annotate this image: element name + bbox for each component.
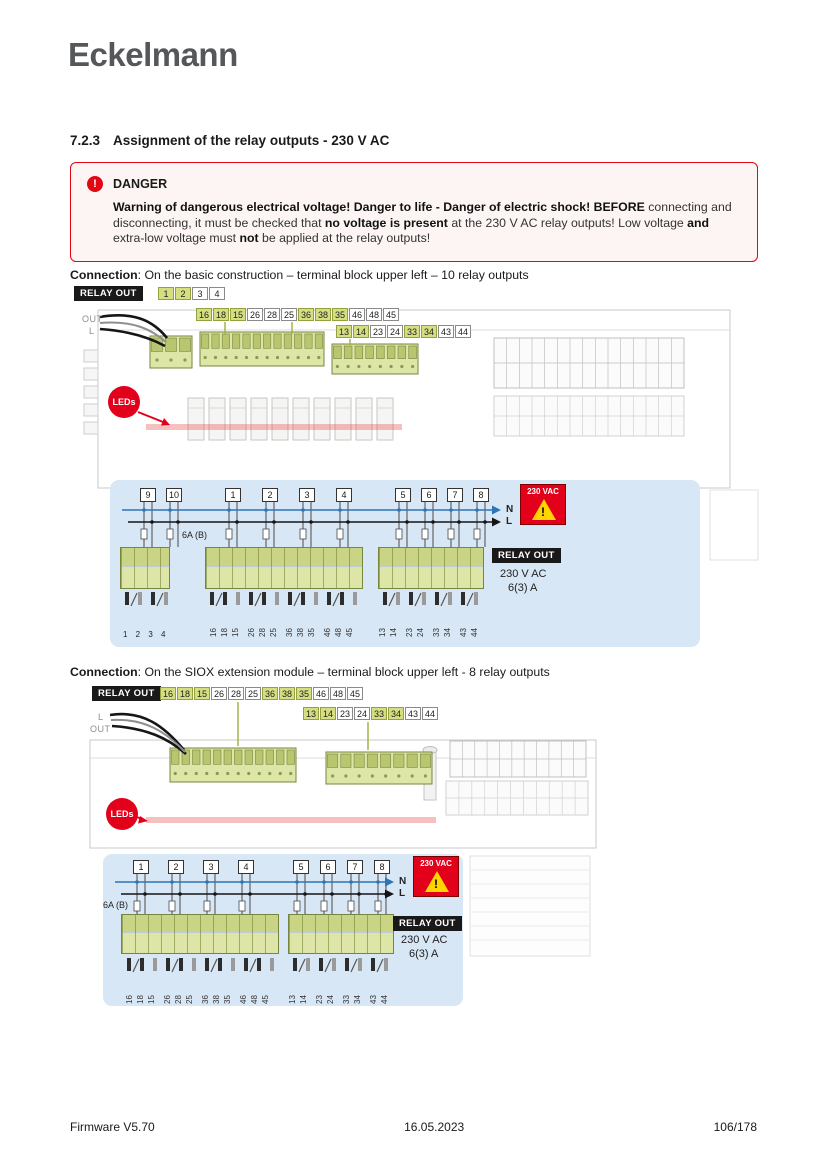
relay-output-number: 10	[166, 488, 182, 502]
terminal-number: 34	[421, 325, 437, 338]
neutral-label: N	[506, 504, 514, 515]
terminal-number: 23	[337, 707, 353, 720]
leds-badge: LEDs	[108, 386, 140, 418]
section-number: 7.2.3	[70, 133, 101, 148]
terminal-number: 26	[211, 687, 227, 700]
relay-output-number: 1	[133, 860, 149, 874]
footer-date: 16.05.2023	[404, 1120, 465, 1134]
relay-output-number: 8	[374, 860, 390, 874]
terminal-number: 46	[323, 628, 332, 637]
terminal-number: 43	[459, 628, 468, 637]
terminal-number: 28	[264, 308, 280, 321]
terminal-number: 14	[353, 325, 369, 338]
terminal-number: 23	[405, 628, 414, 637]
relay-channel-row	[158, 287, 226, 300]
terminal-number: 18	[177, 687, 193, 700]
terminal-number: 25	[185, 995, 194, 1004]
relay-output-number: 2	[262, 488, 278, 502]
terminal-number: 38	[315, 308, 331, 321]
relay-output-number: 6	[421, 488, 437, 502]
relay-output-number: 3	[203, 860, 219, 874]
bottom-terminal-numbers	[209, 611, 355, 637]
terminal-number: 34	[388, 707, 404, 720]
terminal-block-5-8	[288, 914, 394, 954]
terminal-number: 34	[353, 995, 362, 1004]
terminal-row-1	[196, 308, 400, 321]
leds-badge: LEDs	[106, 798, 138, 830]
terminal-number: 15	[230, 308, 246, 321]
terminal-number: 43	[438, 325, 454, 338]
relay-output-number: 7	[447, 488, 463, 502]
terminal-number: 25	[281, 308, 297, 321]
terminal-number: 43	[405, 707, 421, 720]
terminal-number: 13	[288, 995, 297, 1004]
terminal-number: 45	[261, 995, 270, 1004]
eckelmann-logo: Eckelmann	[68, 36, 238, 73]
relay-output-number: 3	[299, 488, 315, 502]
warning-exclamation: !	[541, 505, 545, 519]
terminal-number: 15	[231, 628, 240, 637]
terminal-number: 28	[228, 687, 244, 700]
warning-triangle-icon	[532, 499, 556, 520]
bottom-terminal-numbers	[378, 611, 480, 637]
output-group-1-4	[225, 488, 352, 502]
terminal-number: 44	[422, 707, 438, 720]
terminal-number: 36	[201, 995, 210, 1004]
terminal-number: 38	[296, 628, 305, 637]
terminal-row-2	[336, 325, 472, 338]
terminal-number: 35	[307, 628, 316, 637]
section-title: Assignment of the relay outputs - 230 V AC	[113, 133, 390, 148]
warning-label: 230 VAC	[527, 487, 559, 496]
terminal-number: 35	[223, 995, 232, 1004]
current-label: 6(3) A	[409, 948, 439, 960]
terminal-number: 16	[160, 687, 176, 700]
terminal-number: 3	[192, 287, 208, 300]
relay-output-number: 5	[395, 488, 411, 502]
terminal-number: 45	[383, 308, 399, 321]
terminal-number: 1	[158, 287, 174, 300]
terminal-number: 16	[209, 628, 218, 637]
terminal-number: 35	[296, 687, 312, 700]
wiring-panel	[110, 480, 700, 647]
terminal-number: 25	[269, 628, 278, 637]
relay-output-number: 8	[473, 488, 489, 502]
wiring-panel	[103, 854, 463, 1006]
terminal-number: 35	[332, 308, 348, 321]
terminal-number: 13	[336, 325, 352, 338]
terminal-block-9-10	[120, 547, 170, 589]
terminal-number: 28	[258, 628, 267, 637]
terminal-number: 25	[245, 687, 261, 700]
terminal-number: 36	[262, 687, 278, 700]
relay-out-tag: RELAY OUT	[393, 916, 462, 931]
terminal-row-2	[303, 707, 439, 720]
voltage-label: 230 V AC	[500, 568, 547, 580]
terminal-number: 33	[404, 325, 420, 338]
terminal-block-1-4	[205, 547, 363, 589]
terminal-number: 24	[354, 707, 370, 720]
danger-header	[87, 176, 167, 192]
page-footer	[70, 1120, 757, 1134]
out-wire-label: OUT	[82, 314, 103, 324]
relay-output-number: 6	[320, 860, 336, 874]
terminal-number: 48	[334, 628, 343, 637]
out-wire-label: OUT	[90, 724, 111, 734]
terminal-number: 26	[163, 995, 172, 1004]
bottom-terminal-numbers	[125, 978, 271, 1004]
terminal-number: 15	[194, 687, 210, 700]
terminal-number: 44	[470, 628, 479, 637]
footer-page-number: 106/178	[713, 1120, 757, 1134]
terminal-number: 16	[196, 308, 212, 321]
terminal-number: 24	[326, 995, 335, 1004]
warning-label: 230 VAC	[420, 859, 452, 868]
footer-firmware: Firmware V5.70	[70, 1120, 155, 1134]
danger-text: Warning of dangerous electrical voltage! Danger to life - Danger of electric shock! BEFORE connecting and disconnecting, it must be checked that no voltage is present at the 230 V AC relay outputs! Low voltage and extra-low voltage must not be applied at the relay outputs!	[113, 200, 732, 245]
terminal-number: 13	[303, 707, 319, 720]
diagram-siox-extension	[88, 684, 708, 1014]
terminal-number: 23	[315, 995, 324, 1004]
output-group-5-8	[293, 860, 390, 874]
warning-230vac	[413, 856, 459, 897]
l-wire-label: L	[89, 326, 95, 336]
line-label: L	[506, 516, 513, 527]
terminal-block-1-4	[121, 914, 279, 954]
terminal-number: 15	[147, 995, 156, 1004]
terminal-number: 14	[389, 628, 398, 637]
terminal-number: 46	[349, 308, 365, 321]
connection-line-basic: Connection: On the basic construction – terminal block upper left – 10 relay outputs	[70, 268, 529, 282]
terminal-number: 46	[313, 687, 329, 700]
line-label: L	[399, 888, 406, 899]
danger-warning-icon: !	[87, 176, 103, 192]
terminal-number: 36	[298, 308, 314, 321]
output-group-1-4	[133, 860, 254, 874]
warning-exclamation: !	[434, 877, 438, 891]
relay-output-number: 9	[140, 488, 156, 502]
terminal-number: 28	[174, 995, 183, 1004]
output-group-5-8	[395, 488, 489, 502]
output-group-9-10	[140, 488, 182, 502]
terminal-number: 43	[369, 995, 378, 1004]
terminal-number: 13	[378, 628, 387, 637]
warning-triangle-icon	[425, 871, 449, 892]
terminal-number: 38	[212, 995, 221, 1004]
terminal-block-5-8	[378, 547, 484, 589]
connection-line-siox: Connection: On the SIOX extension module – terminal block upper left - 8 relay outputs	[70, 665, 550, 679]
relay-out-tag: RELAY OUT	[74, 286, 143, 301]
relay-out-tag: RELAY OUT	[92, 686, 161, 701]
terminal-number: 24	[416, 628, 425, 637]
bottom-terminal-numbers	[288, 978, 390, 1004]
terminal-numbers-1-4: 1 2 3 4	[123, 630, 166, 639]
terminal-number: 18	[220, 628, 229, 637]
terminal-number: 38	[279, 687, 295, 700]
l-wire-label: L	[98, 712, 104, 722]
terminal-number: 18	[136, 995, 145, 1004]
terminal-number: 33	[371, 707, 387, 720]
terminal-number: 23	[370, 325, 386, 338]
terminal-number: 48	[250, 995, 259, 1004]
warning-230vac	[520, 484, 566, 525]
relay-output-number: 5	[293, 860, 309, 874]
terminal-number: 33	[342, 995, 351, 1004]
relay-output-number: 4	[238, 860, 254, 874]
terminal-number: 44	[380, 995, 389, 1004]
terminal-number: 18	[213, 308, 229, 321]
diagram-basic-construction	[70, 284, 770, 656]
neutral-label: N	[399, 876, 407, 887]
relay-out-tag: RELAY OUT	[492, 548, 561, 563]
terminal-number: 48	[330, 687, 346, 700]
terminal-number: 26	[247, 628, 256, 637]
danger-title: DANGER	[113, 177, 168, 191]
terminal-number: 48	[366, 308, 382, 321]
section-heading	[70, 133, 389, 148]
relay-output-number: 2	[168, 860, 184, 874]
terminal-number: 24	[387, 325, 403, 338]
terminal-number: 2	[175, 287, 191, 300]
terminal-number: 34	[443, 628, 452, 637]
fuse-rating-label: 6A (B)	[182, 530, 208, 540]
terminal-number: 14	[320, 707, 336, 720]
terminal-row-1	[160, 687, 364, 700]
terminal-number: 45	[345, 628, 354, 637]
terminal-number: 46	[239, 995, 248, 1004]
fuse-rating-label: 6A (B)	[103, 900, 129, 910]
terminal-number: 45	[347, 687, 363, 700]
relay-output-number: 1	[225, 488, 241, 502]
relay-output-number: 7	[347, 860, 363, 874]
terminal-number: 16	[125, 995, 134, 1004]
terminal-number: 26	[247, 308, 263, 321]
relay-output-number: 4	[336, 488, 352, 502]
danger-box	[70, 162, 758, 262]
voltage-label: 230 V AC	[401, 934, 448, 946]
terminal-number: 33	[432, 628, 441, 637]
terminal-number: 44	[455, 325, 471, 338]
terminal-number: 4	[209, 287, 225, 300]
terminal-number: 14	[299, 995, 308, 1004]
terminal-number: 36	[285, 628, 294, 637]
current-label: 6(3) A	[508, 582, 538, 594]
